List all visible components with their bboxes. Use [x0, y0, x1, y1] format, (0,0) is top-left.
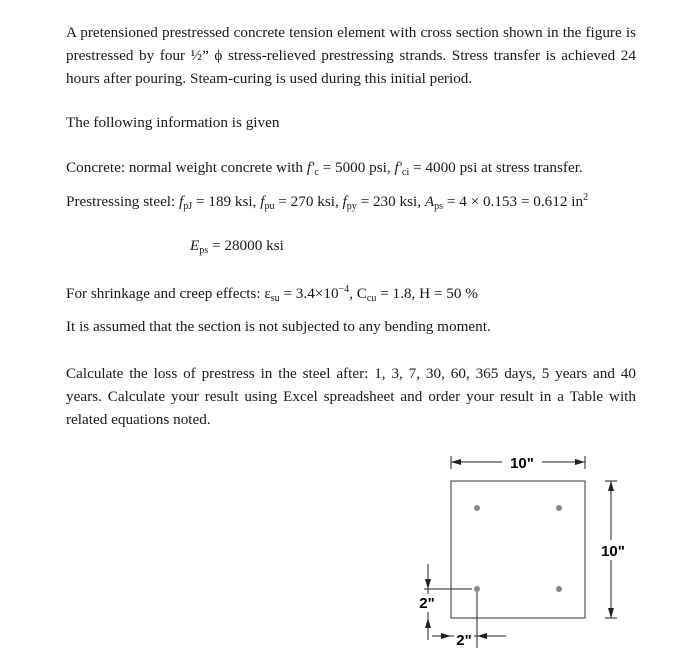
cover-vertical-label: 2"	[419, 595, 435, 612]
cover-vertical-arrow-bottom	[425, 618, 431, 628]
height-arrow-bottom	[608, 608, 614, 618]
concrete-line: Concrete: normal weight concrete with $f'_c = 5000$ psi, $f'_{ci} = 4000$ psi at stress transfer.	[66, 159, 583, 178]
steel-line: Prestressing steel: $f_{pJ} = 189$ ksi, $f_{pu} = 270$ ksi, $f_{py} = 230$ ksi, $A_{ps} = 4 \times 0.153 = 0.612$ $in^2$	[66, 192, 589, 212]
cover-horizontal-label: 2"	[456, 632, 472, 649]
width-label: 10"	[510, 455, 534, 472]
strand-bottom-left	[474, 586, 480, 592]
intro-paragraph: A pretensioned prestressed concrete tension element with cross section shown in the figure is prestressed by four ½” ϕ stress-relieved prestressing strands. Stress transfer is achieved 24 hours after pouring. Steam-curing is used during this initial period.	[66, 24, 636, 87]
assumption-line: It is assumed that the section is not subjected to any bending moment.	[66, 318, 491, 335]
width-arrow-right	[575, 459, 585, 465]
task-paragraph: Calculate the loss of prestress in the steel after: 1, 3, 7, 30, 60, 365 days, 5 years and 40 years. Calculate your result using Excel spreadsheet and order your result in a Table with related equations noted.	[66, 365, 636, 428]
height-arrow-top	[608, 481, 614, 491]
cross-section-figure	[410, 452, 640, 652]
cover-horizontal-arrow-left	[441, 633, 451, 639]
strand-top-right	[556, 505, 562, 511]
strand-bottom-right	[556, 586, 562, 592]
cover-vertical-arrow-top	[425, 579, 431, 589]
strand-top-left	[474, 505, 480, 511]
given-heading: The following information is given	[66, 114, 280, 131]
width-arrow-left	[451, 459, 461, 465]
section-outline	[451, 481, 585, 618]
cover-horizontal-arrow-right	[477, 633, 487, 639]
eps-line: $E_{ps} = 28000$ ksi	[190, 237, 284, 256]
height-label: 10"	[601, 543, 625, 560]
shrinkage-line: For shrinkage and creep effects: $\varepsilon_{su} = 3.4\times 10^{-4}$, $C_{cu} = 1.8$, H = 50 %	[66, 284, 478, 304]
